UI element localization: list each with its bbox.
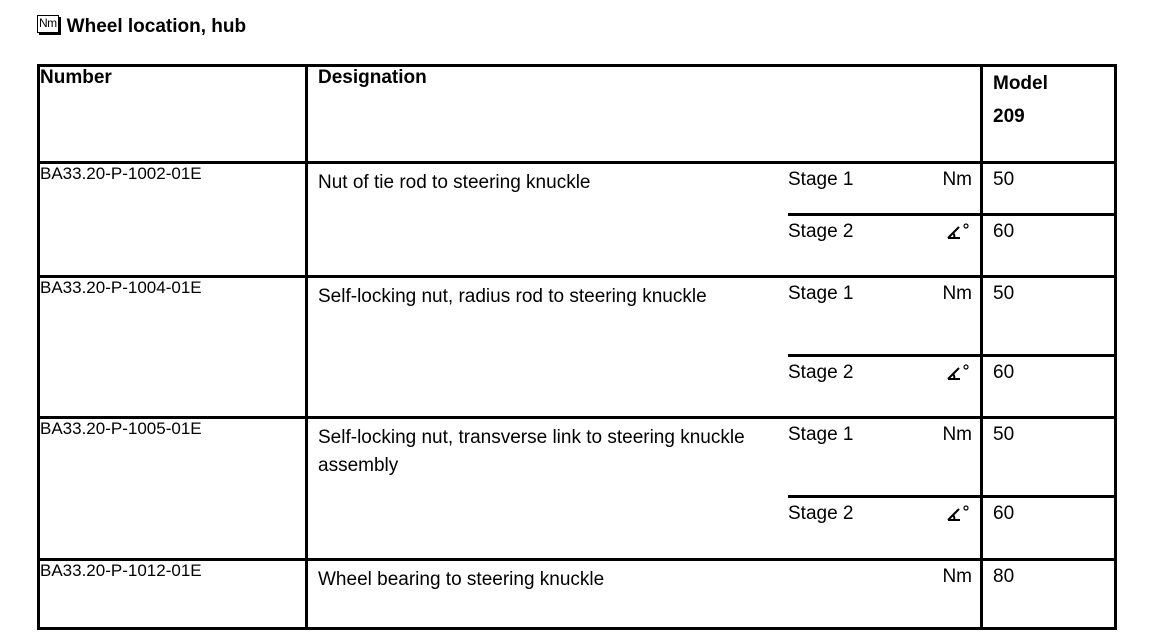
stage-label: Stage 2 (788, 221, 854, 242)
part-number: BA33.20-P-1005-01E (39, 418, 307, 560)
designation-text: Nut of tie rod to steering knuckle (318, 172, 591, 193)
torque-value: 80 (993, 566, 1015, 587)
header-model (982, 66, 1116, 163)
header-designation: Designation (307, 66, 982, 163)
page-heading (37, 12, 246, 42)
torque-nm-icon: Nm (37, 15, 59, 33)
unit-label: Nm (942, 283, 972, 304)
torque-value: 50 (993, 169, 1015, 190)
header-model-value: 209 (993, 106, 1025, 127)
header-model-label: Model (993, 73, 1048, 94)
stage-label: Stage 2 (788, 362, 854, 383)
part-number: BA33.20-P-1004-01E (39, 277, 307, 418)
angle-degree-icon (932, 503, 972, 555)
model-cell (982, 163, 1116, 277)
stage-row (788, 561, 980, 588)
torque-value: 50 (993, 424, 1015, 445)
stage-row (788, 164, 980, 213)
table-row (39, 277, 1116, 418)
torque-value: 60 (983, 213, 1114, 272)
designation-cell (307, 163, 982, 277)
page-title: Wheel location, hub (66, 16, 247, 37)
stage-row (788, 278, 980, 354)
designation-cell (307, 418, 982, 560)
designation-cell (307, 560, 982, 629)
unit-label: Nm (942, 566, 972, 587)
model-cell (982, 418, 1116, 560)
stage-row (788, 213, 980, 272)
torque-value: 60 (983, 354, 1114, 413)
model-cell (982, 277, 1116, 418)
torque-value: 60 (983, 495, 1114, 555)
table-row (39, 418, 1116, 560)
stage-label: Stage 1 (788, 169, 854, 190)
designation-text: Self-locking nut, radius rod to steering knuckle (318, 286, 707, 307)
torque-value: 50 (993, 283, 1015, 304)
table-row (39, 560, 1116, 629)
table-header-row (39, 66, 1116, 163)
table-row (39, 163, 1116, 277)
unit-label: Nm (942, 424, 972, 445)
part-number: BA33.20-P-1012-01E (39, 560, 307, 629)
stage-row (788, 354, 980, 413)
stage-row (788, 419, 980, 495)
stage-label: Stage 1 (788, 283, 854, 304)
angle-degree-icon (932, 221, 972, 272)
stage-row (788, 495, 980, 555)
stage-label: Stage 2 (788, 503, 854, 524)
part-number: BA33.20-P-1002-01E (39, 163, 307, 277)
unit-label: Nm (942, 169, 972, 190)
angle-degree-icon (932, 362, 972, 413)
header-number: Number (39, 66, 307, 163)
stage-label: Stage 1 (788, 424, 854, 445)
designation-text: Self-locking nut, transverse link to steering knuckle assembly (318, 427, 745, 476)
torque-spec-table (37, 64, 1117, 630)
designation-text: Wheel bearing to steering knuckle (318, 569, 605, 590)
model-cell (982, 560, 1116, 629)
designation-cell (307, 277, 982, 418)
